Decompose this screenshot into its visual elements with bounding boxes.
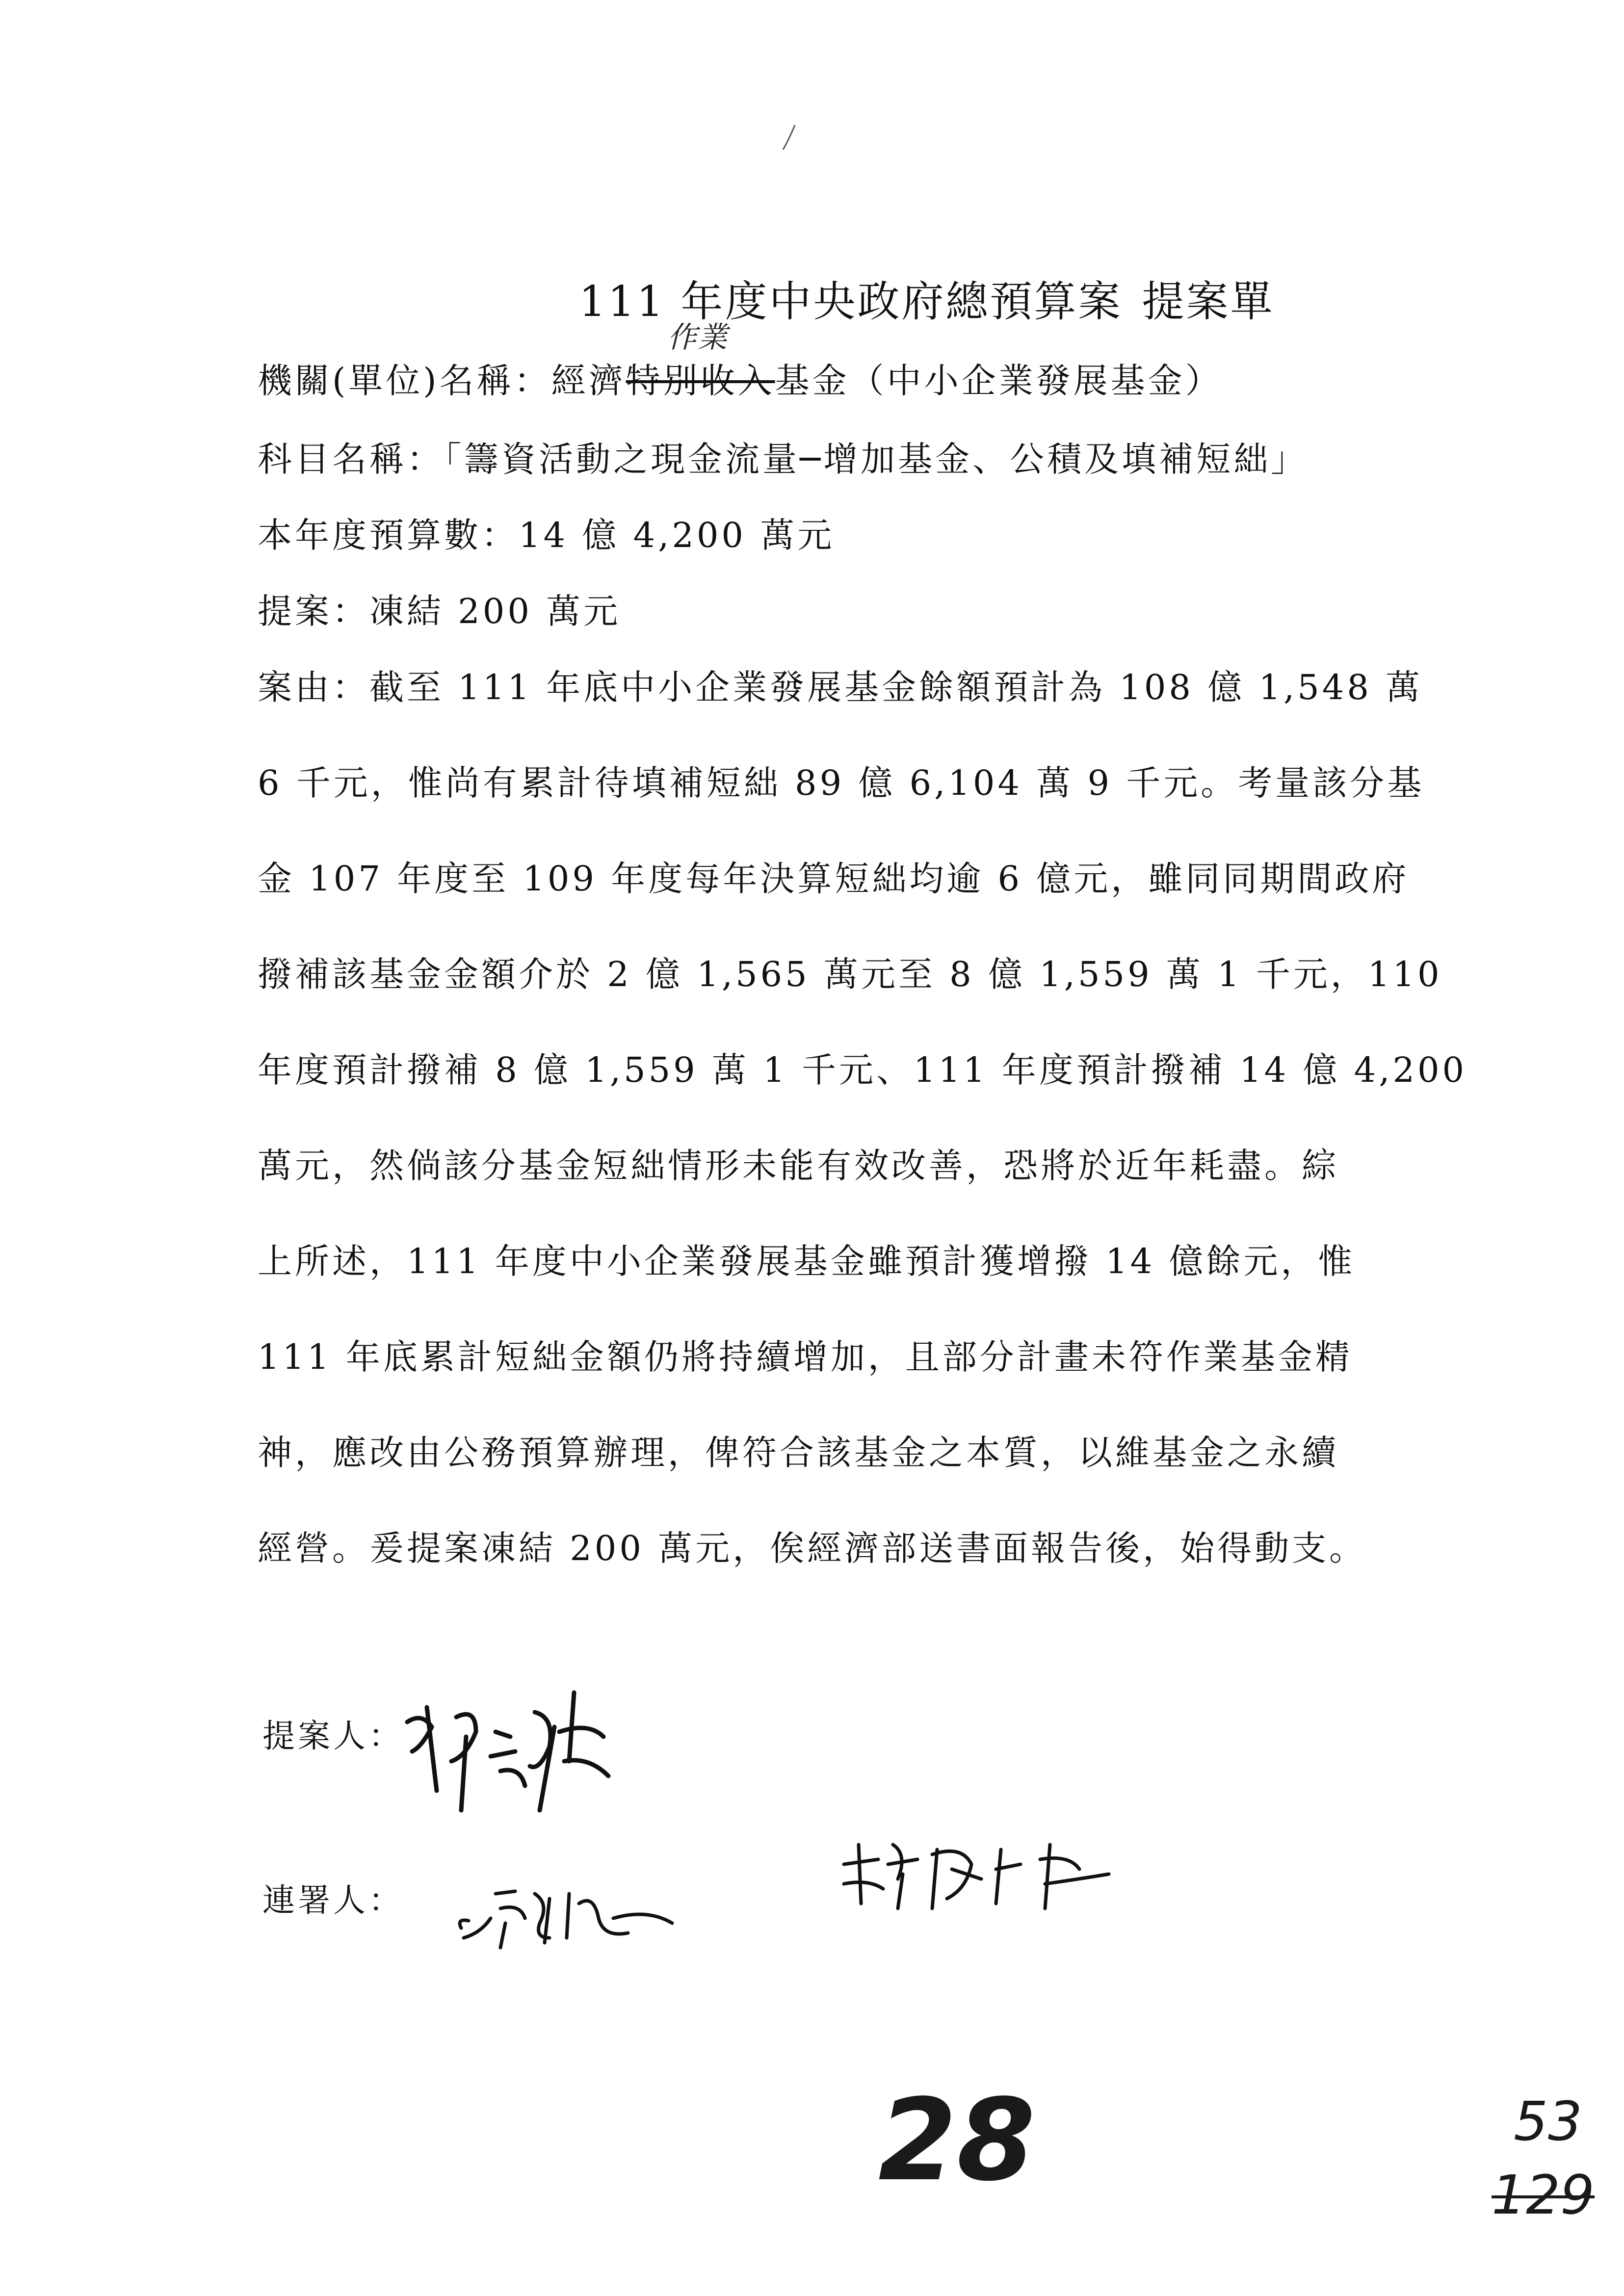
reason-line: 經營。爰提案凍結 200 萬元，俟經濟部送書面報告後，始得動支。	[258, 1528, 1367, 1568]
reason-line: 6 千元，惟尚有累計待填補短絀 89 億 6,104 萬 9 千元。考量該分基	[258, 763, 1425, 803]
margin-number-top: 53	[1514, 2090, 1582, 2153]
reason-line: 上所述，111 年度中小企業發展基金雖預計獲增撥 14 億餘元，惟	[258, 1241, 1356, 1281]
reason-line: 年度預計撥補 8 億 1,559 萬 1 千元、111 年度預計撥補 14 億 4,200	[258, 1050, 1467, 1090]
proposal-line: 提案：凍結 200 萬元	[258, 591, 621, 631]
reason-line: 神，應改由公務預算辦理，俾符合該基金之本質，以維基金之永續	[258, 1433, 1339, 1473]
agency-label: 機關(單位)名稱：	[258, 361, 551, 401]
reason-line: 金 107 年度至 109 年度每年決算短絀均逾 6 億元，雖同同期間政府	[258, 859, 1410, 899]
cosigner-signature-1	[451, 1864, 687, 1957]
title-suffix: 提案單	[1142, 277, 1275, 326]
proposer-label: 提案人：	[262, 1717, 404, 1755]
handwritten-page-number: 28	[878, 2075, 1036, 2206]
proposer-signature	[393, 1663, 628, 1830]
agency-prefix: 經濟	[551, 361, 626, 401]
reason-line: 萬元，然倘該分基金短絀情形未能有效改善，恐將於近年耗盡。綜	[258, 1146, 1339, 1186]
reason-line: 111 年底累計短絀金額仍將持續增加，且部分計畫未符作業基金精	[258, 1337, 1353, 1377]
reason-line: 案由：截至 111 年底中小企業發展基金餘額預計為 108 億 1,548 萬	[258, 667, 1423, 707]
handwritten-insert: 作業	[667, 320, 728, 355]
budget-amount-line: 本年度預算數：14 億 4,200 萬元	[258, 515, 835, 555]
stray-pen-mark	[780, 123, 800, 152]
cosigner-label: 連署人：	[262, 1881, 404, 1919]
title-text: 111 年度中央政府總預算案	[579, 277, 1123, 326]
agency-line	[258, 353, 1223, 403]
margin-number-struck: 129	[1492, 2164, 1595, 2226]
cosigner-signature-2	[834, 1825, 1148, 1923]
agency-struck-text: 特別收入	[626, 361, 775, 401]
subject-line: 科目名稱：「籌資活動之現金流量─增加基金、公積及填補短絀」	[258, 439, 1309, 479]
reason-line: 撥補該基金金額介於 2 億 1,565 萬元至 8 億 1,559 萬 1 千元，110	[258, 954, 1442, 994]
agency-suffix: 基金（中小企業發展基金）	[775, 361, 1223, 401]
